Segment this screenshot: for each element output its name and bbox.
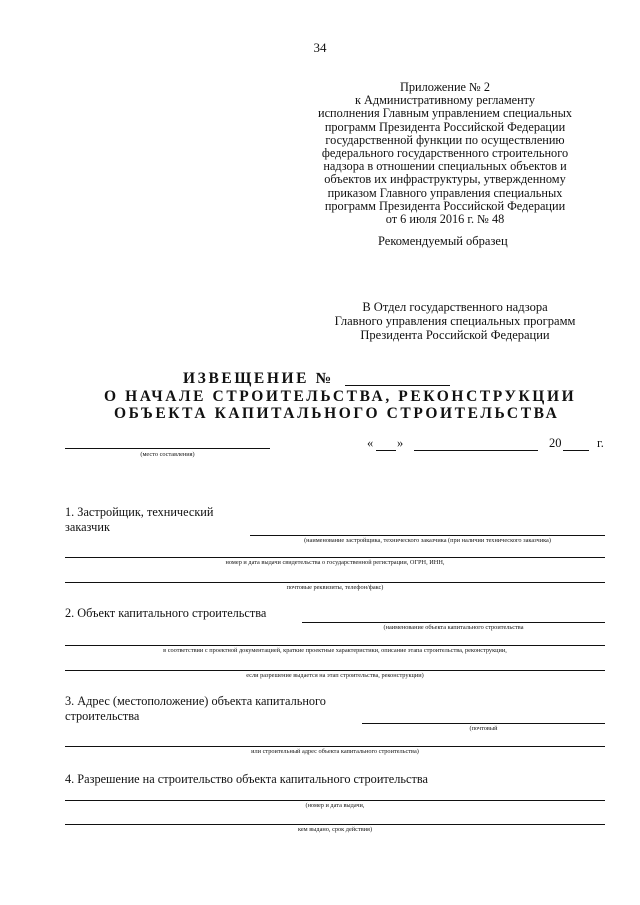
construction-address-field[interactable] [65, 746, 605, 747]
date-year-suffix: г. [597, 436, 604, 450]
addressee-line: Главного управления специальных программ [334, 314, 576, 328]
sample-note: Рекомендуемый образец [378, 234, 508, 248]
addressee-line: В Отдел государственного надзора [362, 300, 548, 314]
appendix-line: от 6 июля 2016 г. № 48 [385, 212, 505, 227]
object-stage-field[interactable] [65, 670, 605, 671]
appendix-header [280, 81, 610, 226]
date-year-field[interactable] [563, 450, 589, 451]
appendix-line: приказом Главного управления специальных [327, 185, 563, 200]
object-name-field[interactable] [302, 622, 605, 623]
place-caption: (место составления) [140, 451, 195, 458]
addressee-line: Президента Российской Федерации [360, 328, 550, 342]
appendix-line: объектов их инфраструктуры, утвержденному [324, 172, 566, 187]
permit-number-field[interactable] [65, 800, 605, 801]
document-title-line3: ОБЪЕКТА КАПИТАЛЬНОГО СТРОИТЕЛЬСТВА [114, 405, 560, 422]
developer-contacts-caption: почтовые реквизиты, телефон/факс) [286, 584, 384, 591]
section2-label: 2. Объект капитального строительства [65, 606, 267, 620]
object-stage-caption: если разрешение выдается на этап строительства, реконструкции) [246, 672, 424, 679]
permit-issuer-field[interactable] [65, 824, 605, 825]
section3-label-line: строительства [65, 709, 140, 723]
section1-label-line: 1. Застройщик, технический [65, 505, 214, 519]
date-year-prefix: 20 [549, 436, 562, 450]
construction-address-caption: или строительный адрес объекта капитального строительства) [251, 748, 419, 755]
permit-issuer-caption: кем выдано, срок действия) [297, 826, 373, 833]
document-title-line2: О НАЧАЛЕ СТРОИТЕЛЬСТВА, РЕКОНСТРУКЦИИ [104, 388, 577, 405]
addressee-block [300, 300, 610, 342]
notice-number-field[interactable] [345, 385, 450, 386]
date-day-field[interactable] [376, 450, 396, 451]
section4-label: 4. Разрешение на строительство объекта капитального строительства [65, 772, 428, 786]
developer-registration-caption: номер и дата выдачи свидетельства о государственной регистрации, ОГРН, ИНН, [225, 559, 445, 566]
postal-address-field[interactable] [362, 723, 605, 724]
section1-label [65, 505, 213, 535]
appendix-line: надзора в отношении специальных объектов и [323, 159, 567, 174]
permit-number-caption: (номер и дата выдачи, [305, 802, 365, 809]
appendix-line: государственной функции по осуществлению [325, 132, 565, 147]
appendix-line: Приложение № 2 [399, 80, 491, 94]
date-open-quote: « [367, 436, 374, 450]
developer-name-field[interactable] [250, 535, 605, 536]
section3-label [65, 694, 326, 724]
date-close-quote: » [397, 436, 404, 450]
postal-address-caption: (почтовый [469, 725, 498, 732]
appendix-line: программ Президента Российской Федерации [324, 198, 566, 213]
developer-contacts-field[interactable] [65, 582, 605, 583]
developer-registration-field[interactable] [65, 557, 605, 558]
appendix-line: исполнения Главным управлением специальных [318, 106, 572, 121]
place-field[interactable] [65, 448, 270, 449]
document-title-line1: ИЗВЕЩЕНИЕ № [183, 370, 334, 387]
object-name-caption: (наименование объекта капитального строительства [383, 624, 524, 631]
appendix-line: программ Президента Российской Федерации [324, 119, 566, 134]
section1-label-line: заказчик [65, 520, 110, 534]
appendix-line: к Административному регламенту [354, 93, 536, 108]
page-number: 34 [313, 40, 327, 55]
developer-name-caption: (наименование застройщика, технического заказчика (при наличии технического заказчика) [304, 537, 551, 544]
appendix-line: федерального государственного строительного [321, 146, 569, 161]
section3-label-line: 3. Адрес (местоположение) объекта капитального [65, 694, 326, 708]
object-characteristics-field[interactable] [65, 645, 605, 646]
date-month-field[interactable] [414, 450, 538, 451]
object-characteristics-caption: в соответствии с проектной документацией, краткие проектные характеристики, описание этапа строительства, реконструкции, [163, 647, 507, 654]
